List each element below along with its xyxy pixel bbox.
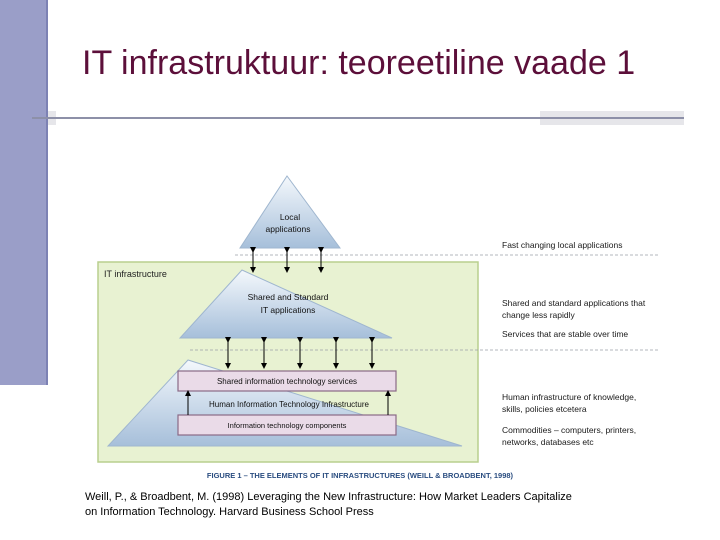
label-shared-standard-line2: change less rapidly bbox=[502, 310, 575, 320]
title-rule bbox=[32, 117, 684, 119]
band-it-components-label: Information technology components bbox=[227, 421, 347, 430]
top-tier-label-line1: Local bbox=[279, 212, 301, 222]
band-shared-services-label: Shared information technology services bbox=[216, 377, 358, 386]
middle-tier-label-line2: IT applications bbox=[260, 305, 316, 315]
label-stable: Services that are stable over time bbox=[502, 329, 629, 339]
label-fast-changing: Fast changing local applications bbox=[502, 240, 623, 250]
label-human-line2: skills, policies etcetera bbox=[502, 404, 587, 414]
band-human-infrastructure-label: Human Information Technology Infrastructure bbox=[209, 400, 369, 409]
slide-accent-bar bbox=[0, 0, 48, 385]
citation-line-1: Weill, P., & Broadbent, M. (1998) Leveraging the New Infrastructure: How Market Leaders Capitalize bbox=[85, 491, 572, 503]
label-commodities-line2: networks, databases etc bbox=[502, 437, 594, 447]
slide-title: IT infrastruktuur: teoreetiline vaade 1 bbox=[82, 44, 636, 82]
citation bbox=[85, 490, 685, 520]
label-commodities-line1: Commodities – computers, printers, bbox=[502, 425, 637, 435]
label-shared-standard-line1: Shared and standard applications that bbox=[502, 298, 646, 308]
slide-accent-bar-edge bbox=[46, 0, 48, 385]
top-tier-label-line2: applications bbox=[265, 224, 311, 234]
it-infrastructure-label: IT infrastructure bbox=[104, 269, 167, 279]
middle-tier-label-line1: Shared and Standard bbox=[247, 292, 329, 302]
label-human-line1: Human infrastructure of knowledge, bbox=[502, 392, 637, 402]
citation-line-2: on Information Technology. Harvard Business School Press bbox=[85, 506, 374, 518]
it-infrastructure-diagram bbox=[90, 170, 670, 480]
figure-caption: FIGURE 1 – THE ELEMENTS OF IT INFRASTRUCTURES (WEILL & BROADBENT, 1998) bbox=[206, 471, 514, 480]
